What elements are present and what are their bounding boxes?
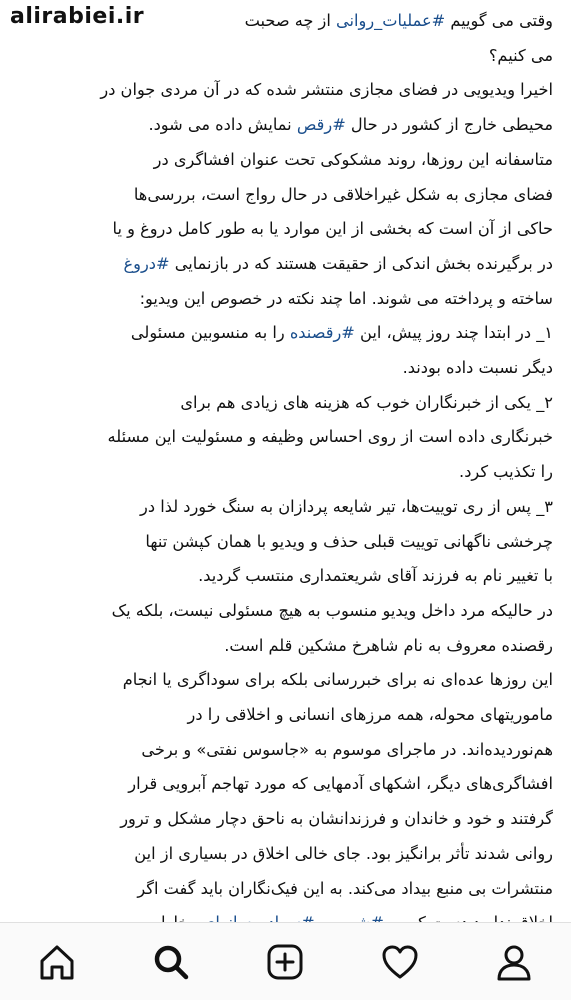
caption-text: رقصنده معروف به نام شاهرخ مشکین قلم است. xyxy=(224,635,553,655)
hashtag-link[interactable]: #رقصنده xyxy=(289,323,355,343)
caption-text: می کنیم؟ xyxy=(488,45,553,65)
caption-text: ۳_ پس از ری توییت‌ها، تیر شایعه پردازان به سنگ خورد لذا در xyxy=(140,496,553,516)
caption-line xyxy=(16,802,553,837)
caption-text: با تغییر نام به فرزند آقای شریعتمداری منتسب گردید. xyxy=(198,566,553,586)
caption-text: افشاگری‌های دیگر، اشکهای آدمهایی که مورد تهاجم آبرویی قرار xyxy=(128,774,553,794)
caption-line xyxy=(16,282,553,317)
caption-line xyxy=(16,178,553,213)
caption-line xyxy=(16,594,553,629)
heart-icon xyxy=(380,942,420,982)
caption-line xyxy=(16,351,553,386)
caption-line xyxy=(16,247,553,282)
caption-line xyxy=(16,386,553,421)
caption-line xyxy=(16,490,553,525)
caption-text: ۱_ در ابتدا چند روز پیش، این xyxy=(354,323,553,343)
caption-text: اخیرا ویدیویی در فضای مجازی منتشر شده که در آن مردی جوان در xyxy=(100,80,553,100)
caption-text: این روزها عده‌ای نه برای خبررسانی بلکه برای سوداگری یا انجام xyxy=(122,670,553,690)
search-icon xyxy=(151,942,191,982)
caption-line xyxy=(16,39,553,74)
caption-text: ۲_ یکی از خبرنگاران خوب که هزینه های زیادی هم برای xyxy=(180,392,553,412)
new-post-icon xyxy=(265,942,305,982)
caption-text: را به منسوبین مسئولی xyxy=(130,323,290,343)
caption-text: در برگیرنده بخش اندکی از حقیقت هستند که در بازنمایی xyxy=(169,253,553,273)
caption-text: روانی شدند تأثر برانگیز بود. جای خالی اخلاق در بسیاری از این xyxy=(134,843,553,863)
caption-line xyxy=(16,872,553,907)
caption-text: ماموریتهای محوله، همه مرزهای انسانی و اخلاقی را در xyxy=(187,705,553,725)
caption-line xyxy=(16,629,553,664)
bottom-navigation xyxy=(0,923,571,1000)
profile-icon xyxy=(494,942,534,982)
caption-text: هم‌نوردیده‌اند. در ماجرای موسوم به «جاسوس نفتی» و برخی xyxy=(141,739,553,759)
caption-text: در حالیکه مرد داخل ویدیو منسوب به هیچ مسئولی نیست، بلکه یک xyxy=(111,600,553,620)
watermark: alirabiei.ir xyxy=(10,4,145,29)
caption-line xyxy=(16,316,553,351)
caption-line xyxy=(16,143,553,178)
caption-text: خبرنگاری داده است از روی احساس وظیفه و مسئولیت این مسئله xyxy=(107,427,553,447)
caption-text: متاسفانه این روزها، روند مشکوکی تحت عنوان افشاگری در xyxy=(153,149,553,169)
hashtag-link[interactable]: #رقص xyxy=(296,115,346,135)
caption-text: چرخشی ناگهانی توییت قبلی حذف و ویدیو با همان کپشن تنها xyxy=(145,531,553,551)
caption-text: را تکذیب کرد. xyxy=(459,462,553,482)
nav-new-post-button[interactable] xyxy=(255,932,315,992)
caption-line xyxy=(16,767,553,802)
caption-line xyxy=(16,663,553,698)
caption-line xyxy=(16,455,553,490)
caption-text: وقتی می گوییم xyxy=(445,11,553,30)
home-icon xyxy=(37,942,77,982)
caption-line xyxy=(16,108,553,143)
caption-line xyxy=(16,525,553,560)
caption-text: فضای مجازی به شکل غیراخلاقی در حال رواج است، بررسی‌ها xyxy=(133,184,553,204)
nav-search-button[interactable] xyxy=(141,932,201,992)
hashtag-link[interactable]: #عملیات_روانی xyxy=(336,11,446,30)
caption-text: نمایش داده می شود. xyxy=(148,115,297,135)
caption-line xyxy=(16,212,553,247)
nav-activity-button[interactable] xyxy=(370,932,430,992)
caption-text: ساخته و پرداخته می شوند. اما چند نکته در خصوص این ویدیو: xyxy=(139,288,553,308)
caption-text: حاکی از آن است که بخشی از این موارد یا به طور کامل دروغ و یا xyxy=(112,219,553,239)
caption-text: منتشرات بی منبع بیداد می‌کند. به این فیک‌نگاران باید گفت اگر xyxy=(137,878,553,898)
caption-text: از چه صحبت xyxy=(244,11,337,30)
caption-line xyxy=(16,733,553,768)
caption-line xyxy=(16,837,553,872)
caption-text: محیطی خارج از کشور در حال xyxy=(345,115,553,135)
hashtag-link[interactable]: #دروغ xyxy=(123,253,170,273)
caption-line xyxy=(16,559,553,594)
nav-home-button[interactable] xyxy=(27,932,87,992)
caption-line xyxy=(16,420,553,455)
caption-text: دیگر نسبت داده بودند. xyxy=(402,358,553,378)
caption-line xyxy=(16,698,553,733)
nav-profile-button[interactable] xyxy=(484,932,544,992)
caption-line xyxy=(16,73,553,108)
caption-text: گرفتند و خود و خاندان و فرزندانشان به ناحق دچار مشکل و ترور xyxy=(120,809,553,829)
